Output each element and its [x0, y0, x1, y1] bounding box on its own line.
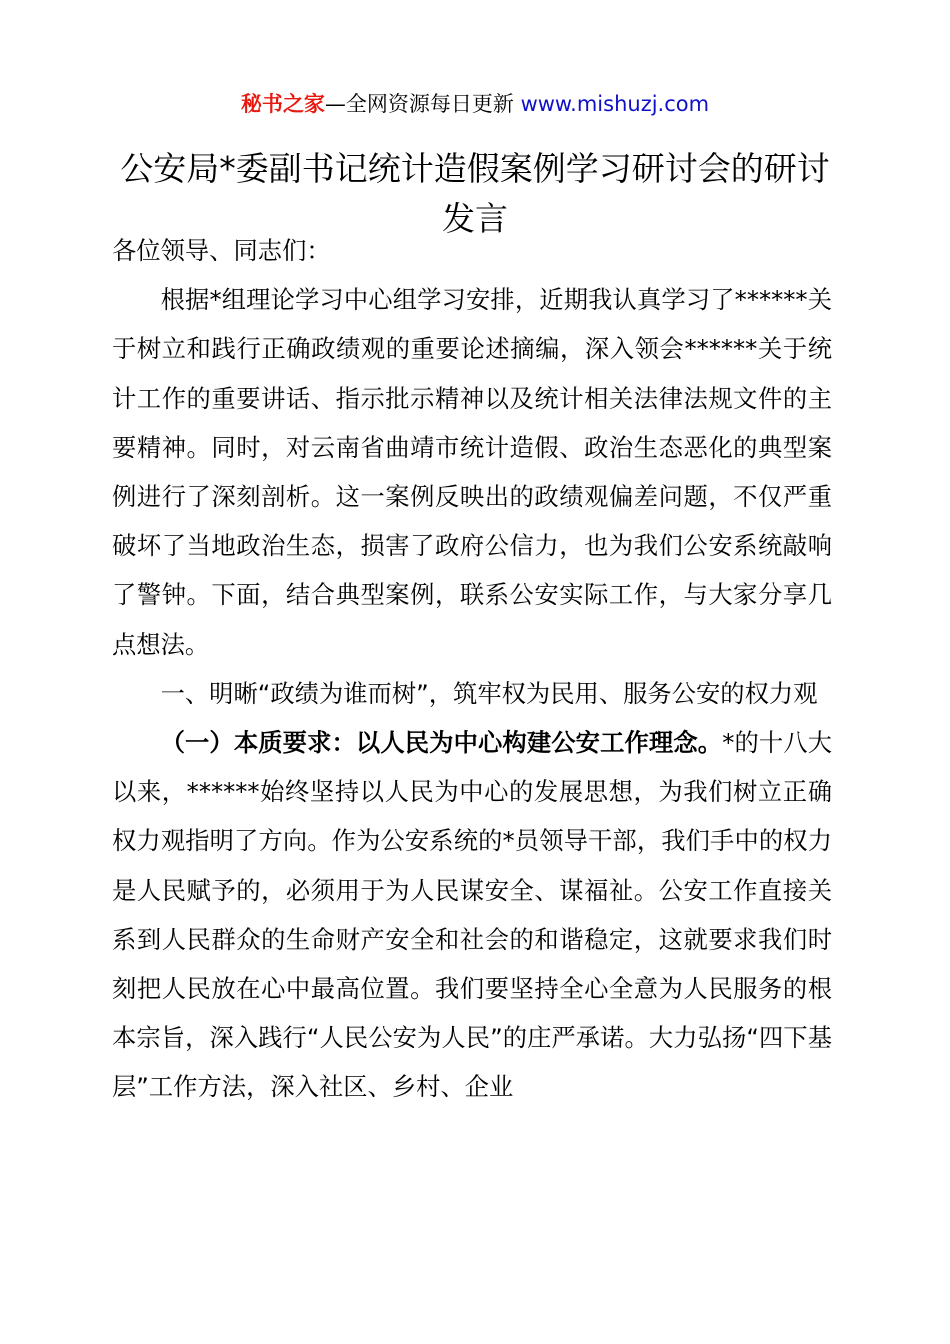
subsection-title: （一）本质要求：以人民为中心构建公安工作理念。 [160, 728, 723, 758]
document-body [112, 226, 832, 1112]
document-title: 公安局*委副书记统计造假案例学习研讨会的研讨发言 [120, 149, 830, 238]
subsection-paragraph [112, 718, 832, 1112]
site-url-link[interactable]: www.mishuzj.com [520, 92, 710, 116]
subsection-text: *的十八大以来，******始终坚持以人民为中心的发展思想，为我们树立正确权力观指明了方向。作为公安系统的*员领导干部，我们手中的权力是人民赋予的，必须用于为人民谋安全、谋福祉。公安工作直接关系到人民群众的生命财产安全和社会的和谐稳定，这就要求我们时刻把人民放在心中最高位置。我们要坚持全心全意为人民服务的根本宗旨，深入践行“人民公安为人民”的庄严承诺。大力弘扬“四下基层”工作方法，深入社区、乡村、企业 [112, 728, 833, 1102]
site-brand: 秘书之家 [240, 92, 325, 116]
section-heading: 一、明晰“政绩为谁而树”，筑牢权为民用、服务公安的权力观 [160, 678, 818, 708]
site-header [0, 88, 950, 120]
greeting: 各位领导、同志们： [112, 236, 331, 265]
site-tagline: —全网资源每日更新 [324, 92, 521, 116]
intro-paragraph: 根据*组理论学习中心组学习安排，近期我认真学习了******关于树立和践行正确政绩观的重要论述摘编，深入领会******关于统计工作的重要讲话、指示批示精神以及统计相关法律法规文件的主要精神。同时，对云南省曲靖市统计造假、政治生态恶化的典型案例进行了深刻剖析。这一案例反映出的政绩观偏差问题，不仅严重破坏了当地政治生态，损害了政府公信力，也为我们公安系统敲响了警钟。下面，结合典型案例，联系公安实际工作，与大家分享几点想法。 [112, 285, 832, 659]
